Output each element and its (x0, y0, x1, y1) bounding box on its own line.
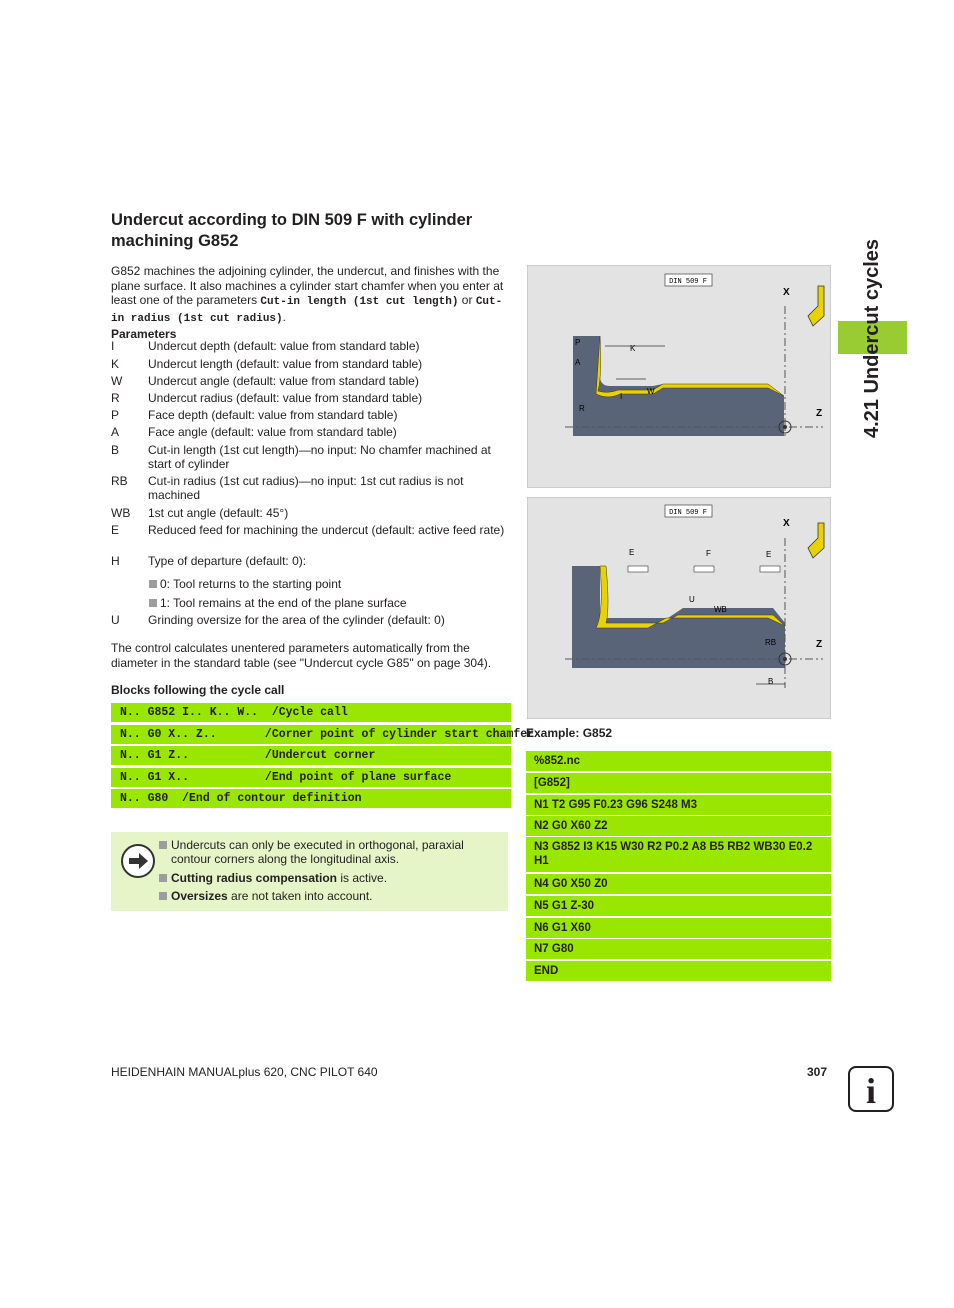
param-desc: Type of departure (default: 0): (148, 554, 307, 568)
departure-option (149, 596, 407, 610)
figure-cycle-run (527, 497, 831, 719)
param-desc: Undercut length (default: value from standard table) (148, 357, 423, 371)
bullet-square-icon (159, 892, 167, 900)
block-line: N.. G80 /End of contour definition (111, 789, 511, 808)
label-rb: RB (765, 638, 777, 647)
block-line: N.. G1 X.. /End point of plane surface (111, 768, 511, 787)
label-r: R (579, 404, 585, 413)
arrow-right-icon (121, 844, 155, 878)
intro-param-2: Cut-in radius (1st cut radius) (111, 296, 503, 325)
bullet-square-icon (159, 874, 167, 882)
section-title: Undercut according to DIN 509 F with cylinder machining G852 (111, 211, 473, 250)
din-tag: DIN 509 F (669, 509, 707, 517)
label-u: U (689, 595, 695, 604)
label-b: B (768, 677, 774, 686)
program-line: END (526, 961, 831, 981)
param-desc: Cut-in radius (1st cut radius)—no input: 1st cut radius is not machined (148, 474, 464, 502)
param-desc: Reduced feed for machining the undercut (default: active feed rate) (148, 523, 505, 537)
param-desc: 1st cut angle (default: 45°) (148, 506, 289, 520)
info-glyph: i (865, 1071, 877, 1110)
intro-param-1: Cut-in length (1st cut length) (260, 296, 459, 308)
page-number: 307 (807, 1065, 828, 1079)
label-e: E (629, 548, 635, 557)
param-desc: Undercut radius (default: value from standard table) (148, 391, 423, 405)
param-key: E (111, 523, 120, 537)
intro-or: or (458, 293, 476, 307)
param-key: A (111, 425, 120, 439)
param-key: K (111, 357, 120, 371)
program-line: %852.nc (526, 751, 831, 771)
axis-z-label: Z (816, 639, 823, 650)
param-key: U (111, 613, 120, 627)
note-text: is active. (337, 871, 388, 885)
label-p: P (575, 338, 581, 347)
param-desc: Cut-in length (1st cut length)—no input: No chamfer machined at start of cylinder (148, 443, 491, 471)
param-key: P (111, 408, 120, 422)
footer-title: HEIDENHAIN MANUALplus 620, CNC PILOT 640 (111, 1065, 378, 1079)
bullet-square-icon (159, 841, 167, 849)
note-text: Undercuts can only be executed in orthogonal, paraxial contour corners along the longitudinal axis. (171, 838, 464, 866)
info-icon[interactable] (848, 1066, 894, 1112)
block-line: N.. G852 I.. K.. W.. /Cycle call (111, 703, 511, 722)
axis-x-label: X (783, 287, 790, 298)
param-key: WB (111, 506, 131, 520)
section-tab-label: 4.21 Undercut cycles (861, 239, 883, 438)
figure-undercut-geometry (527, 265, 831, 488)
din-tag: DIN 509 F (669, 278, 707, 286)
note-box (111, 832, 508, 911)
axis-z-label: Z (816, 408, 823, 419)
bullet-square-icon (149, 580, 157, 588)
program-line: N4 G0 X50 Z0 (526, 874, 831, 894)
intro-paragraph (111, 264, 511, 326)
param-key: RB (111, 474, 128, 488)
intro-text: G852 machines the adjoining cylinder, the undercut, and finishes with the plane surface. It also machines a cylinder start chamfer when you enter at least one of the parameters (111, 264, 504, 307)
axis-x-label: X (783, 518, 790, 529)
departure-option-text: 1: Tool remains at the end of the plane surface (160, 596, 407, 610)
label-i: I (620, 392, 623, 401)
program-line: N1 T2 G95 F0.23 G96 S248 M3 (526, 795, 831, 815)
label-wb: WB (714, 605, 727, 614)
label-w: W (647, 387, 655, 396)
param-desc: Undercut angle (default: value from standard table) (148, 374, 419, 388)
note-line-1 (171, 838, 501, 866)
block-line: N.. G0 X.. Z.. /Corner point of cylinder start chamfer (111, 725, 511, 744)
label-e: E (766, 550, 772, 559)
section-tab-label-wrap (848, 218, 888, 440)
departure-option-text: 0: Tool returns to the starting point (160, 577, 342, 591)
param-desc: Grinding oversize for the area of the cylinder (default: 0) (148, 613, 445, 627)
label-f: F (706, 549, 711, 558)
note-bold: Cutting radius compensation (171, 871, 338, 885)
intro-end: . (282, 309, 286, 324)
blocks-heading: Blocks following the cycle call (111, 683, 285, 697)
program-line: [G852] (526, 773, 831, 793)
parameters-heading: Parameters (111, 327, 177, 341)
block-line: N.. G1 Z.. /Undercut corner (111, 746, 511, 765)
note-line-3 (171, 889, 501, 903)
param-desc: Face depth (default: value from standard table) (148, 408, 398, 422)
bullet-square-icon (149, 599, 157, 607)
program-line: N3 G852 I3 K15 W30 R2 P0.2 A8 B5 RB2 WB30 E0.2 H1 (526, 837, 831, 872)
program-line: N2 G0 X60 Z2 (526, 816, 831, 836)
label-a: A (575, 358, 581, 367)
departure-option (149, 577, 341, 591)
note-line-2 (171, 871, 501, 885)
param-key: R (111, 391, 120, 405)
program-line: N7 G80 (526, 939, 831, 959)
example-heading: Example: G852 (526, 726, 613, 740)
program-line: N5 G1 Z-30 (526, 896, 831, 916)
param-desc: Face angle (default: value from standard table) (148, 425, 397, 439)
calc-note: The control calculates unentered parameters automatically from the diameter in the standard table (see "Undercut cycle G85" on page 304). (111, 641, 492, 670)
param-key: W (111, 374, 123, 388)
label-k: K (630, 344, 636, 353)
param-desc: Undercut depth (default: value from standard table) (148, 339, 420, 353)
param-key: B (111, 443, 120, 457)
note-text: are not taken into account. (227, 889, 373, 903)
param-key: H (111, 554, 120, 568)
param-key: I (111, 339, 115, 353)
note-bold: Oversizes (171, 889, 228, 903)
program-line: N6 G1 X60 (526, 918, 831, 938)
